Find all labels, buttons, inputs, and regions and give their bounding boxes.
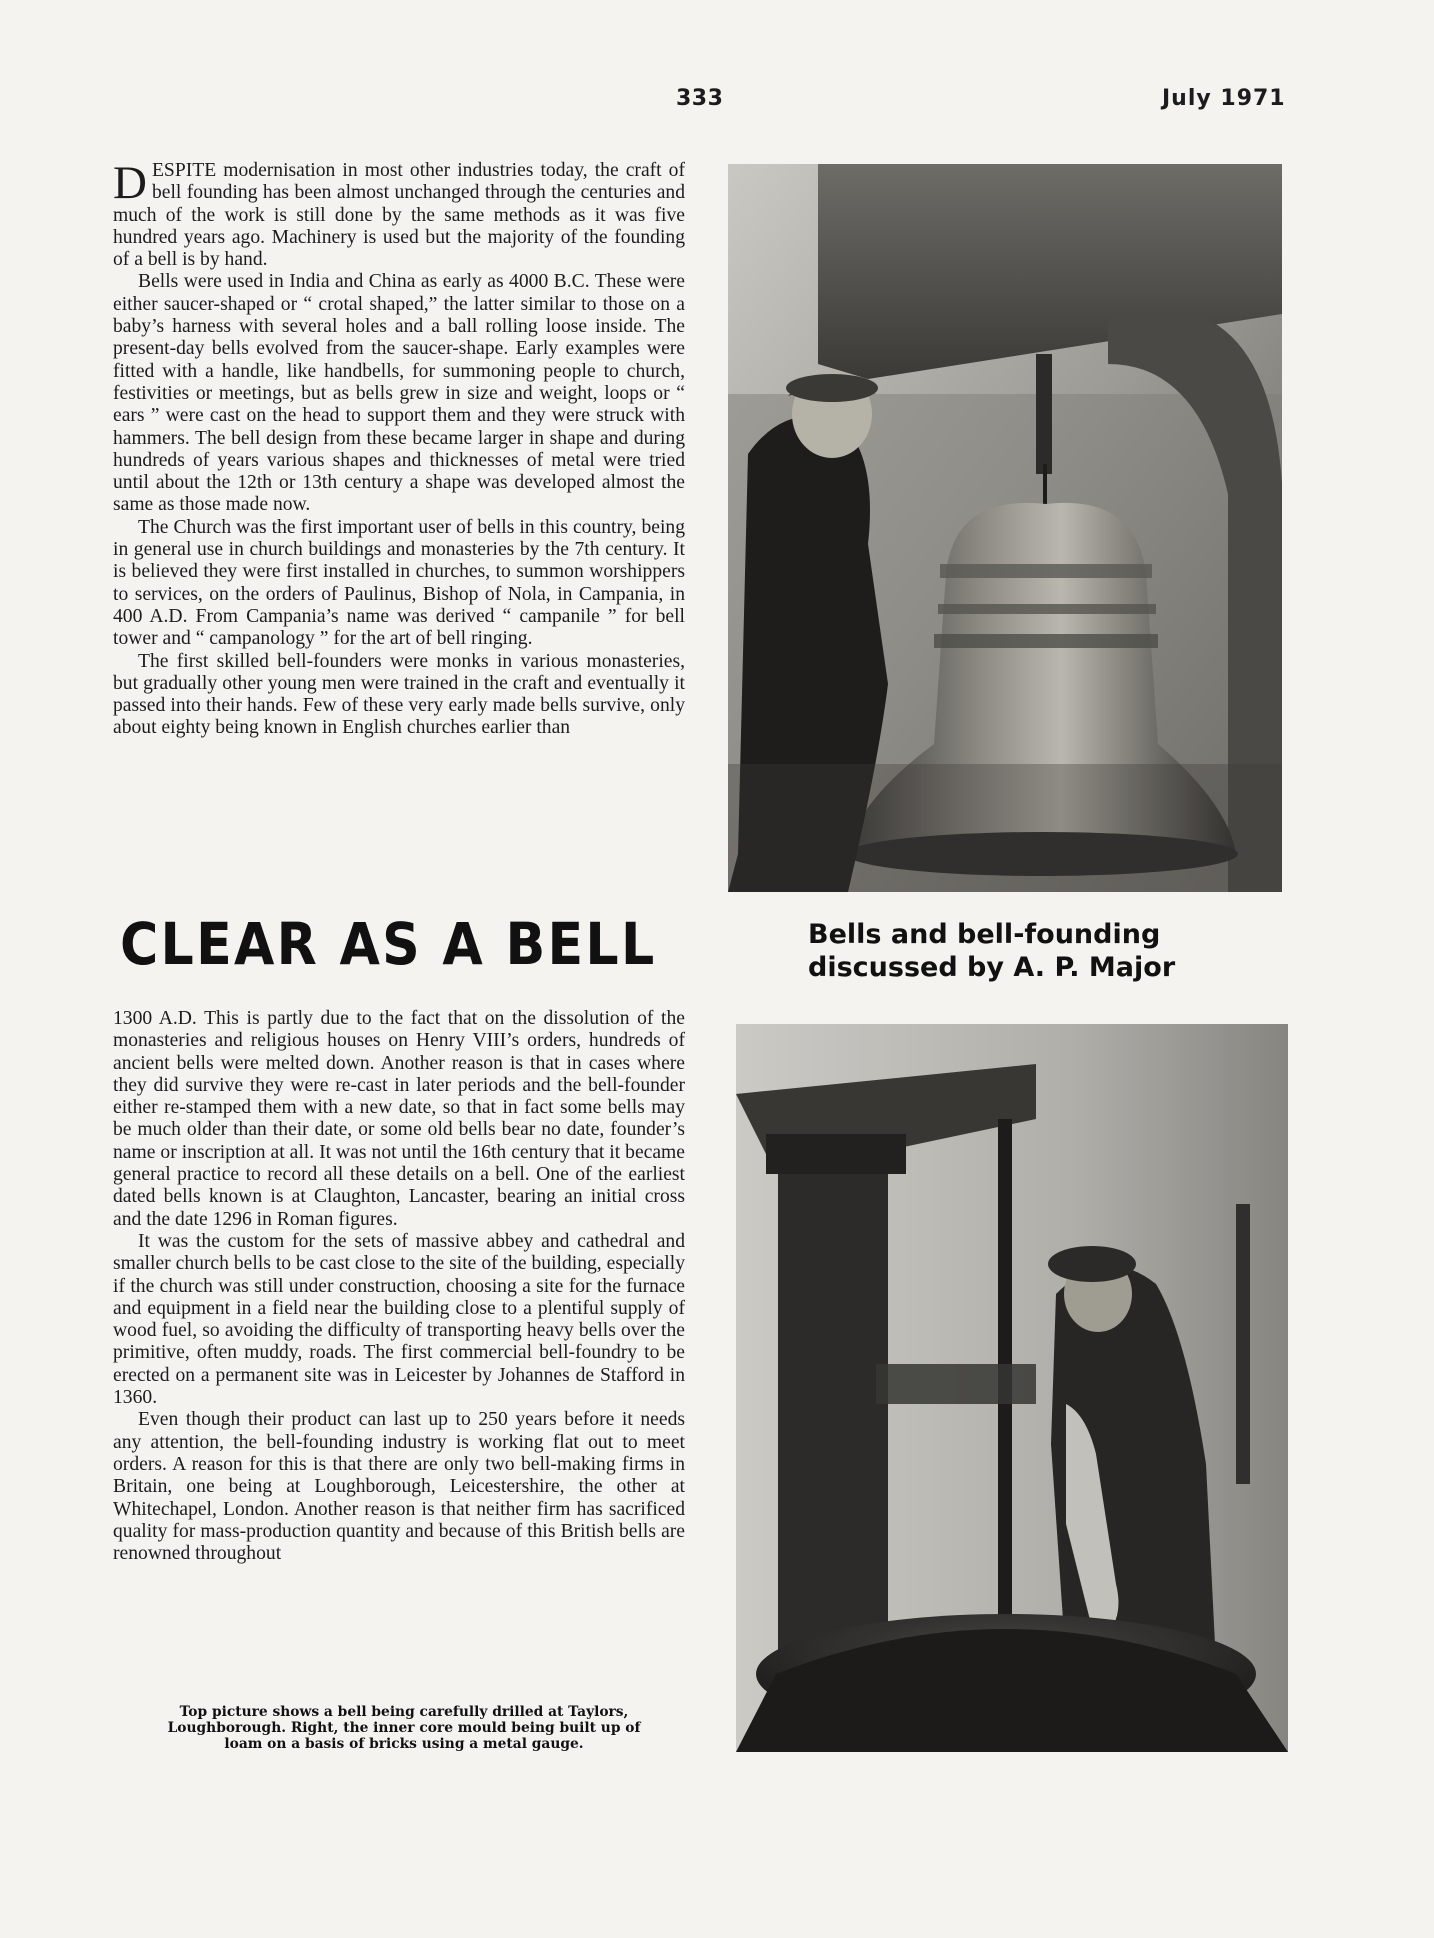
bell-drilling-illustration	[728, 164, 1282, 892]
paragraph-1-text: ESPITE modernisation in most other industries today, the craft of bell founding has been almost unchanged through the centuries and much of the work is still done by the same methods as it was five hundred years ago. Machinery is used but the majority of the founding of a bell is by hand.	[113, 160, 685, 271]
subtitle-line-1: Bells and bell-founding	[808, 919, 1161, 950]
core-mould-illustration	[736, 1024, 1288, 1752]
paragraph-3: The Church was the first important user of bells in this country, being in general use in church buildings and monasteries by the 7th century. It is believed they were first installed in churches, to summon worshippers to services, on the orders of Paulinus, Bishop of Nola, in Campania, in 400 A.D. From Campania’s name was derived “ campanile ” for bell tower and “ campanology ” for the art of bell ringing.	[113, 516, 685, 650]
issue-date: July 1971	[1162, 86, 1286, 111]
paragraph-5: 1300 A.D. This is partly due to the fact that on the dissolution of the monasteries and religious houses on Henry VIII’s orders, hundreds of ancient bells were melted down. Another reason is that in cases where they did survive they were re-cast in later periods and the bell-founder either re-stamped them with a new date, so that in fact some bells may be much older than their date, or some old bells bear no date, founder’s name or inscription at all. It was not until the 16th century that it became general practice to record all these details on a bell. One of the earliest dated bells known is at Claughton, Lancaster, bearing an initial cross and the date 1296 in Roman figures.	[113, 1008, 685, 1230]
caption-line-3: loam on a basis of bricks using a metal gauge.	[224, 1736, 584, 1752]
drop-cap: D	[113, 157, 147, 209]
paragraph-1	[113, 157, 685, 271]
article-column-bottom	[113, 1008, 685, 1565]
caption-line-1: Top picture shows a bell being carefully drilled at Taylors,	[179, 1704, 629, 1720]
paragraph-4: The first skilled bell-founders were monks in various monasteries, but gradually other young men were trained in the craft and eventually it passed into their hands. Few of these very early made bells survive, only about eighty being known in English churches earlier than	[113, 650, 685, 739]
bell-drilling-photo	[728, 164, 1282, 892]
article-subtitle	[808, 918, 1228, 984]
core-mould-photo	[736, 1024, 1288, 1752]
article-column-top	[113, 157, 685, 740]
paragraph-7: Even though their product can last up to 250 years before it needs any attention, the bell-founding industry is working flat out to meet orders. A reason for this is that there are only two bell-making firms in Britain, one being at Loughborough, Leicestershire, the other at Whitechapel, London. Another reason is that neither firm has sacrificed quality for mass-production quantity and because of this British bells are renowned throughout	[113, 1409, 685, 1565]
photo-caption	[116, 1704, 692, 1752]
paragraph-6: It was the custom for the sets of massive abbey and cathedral and smaller church bells to be cast close to the site of the building, especially if the church was still under construction, choosing a site for the furnace and equipment in a field near the building close to a plentiful supply of wood fuel, so avoiding the difficulty of transporting heavy bells over the primitive, often muddy, roads. The first commercial bell-foundry to be erected on a permanent site was in Leicester by Johannes de Stafford in 1360.	[113, 1230, 685, 1409]
page-number: 333	[676, 86, 724, 111]
subtitle-line-2: discussed by A. P. Major	[808, 952, 1176, 983]
article-headline: CLEAR AS A BELL	[120, 910, 657, 978]
paragraph-2: Bells were used in India and China as early as 4000 B.C. These were either saucer-shaped or “ crotal shaped,” the latter similar to those on a baby’s harness with several holes and a ball rolling loose inside. The present-day bells evolved from the saucer-shape. Early examples were fitted with a handle, like handbells, for summoning people to church, festivities or meetings, but as bells grew in size and weight, loops or “ ears ” were cast on the head to support them and they were struck with hammers. The bell design from these became larger in shape and during hundreds of years various shapes and thicknesses of metal were tried until about the 12th or 13th century a shape was developed almost the same as those made now.	[113, 271, 685, 516]
caption-line-2: Loughborough. Right, the inner core mould being built up of	[167, 1720, 641, 1736]
